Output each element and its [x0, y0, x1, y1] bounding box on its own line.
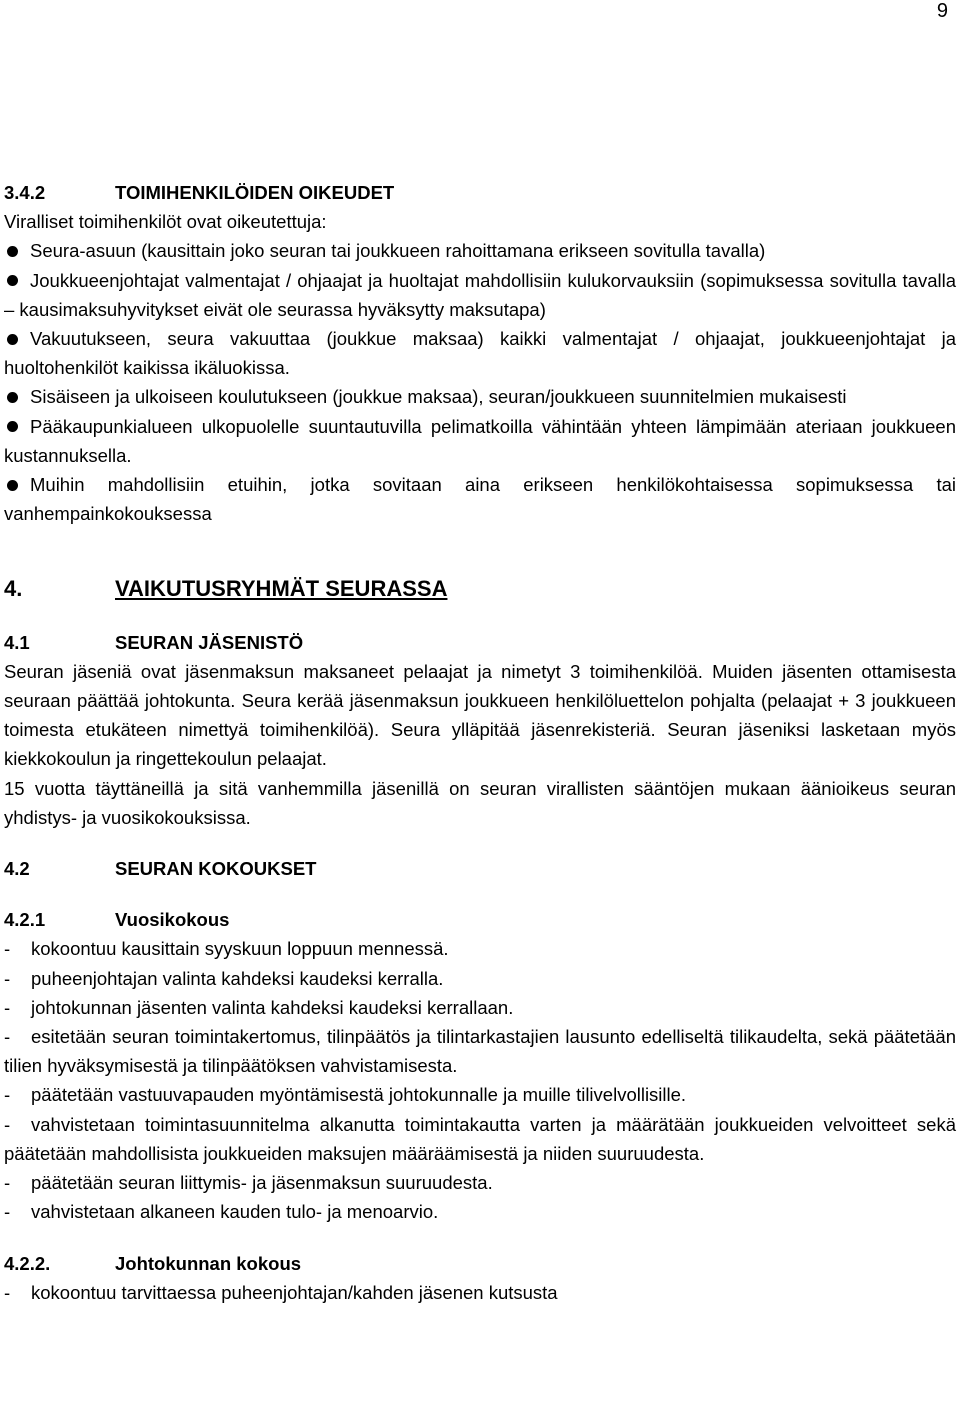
section-title: Vuosikokous: [115, 909, 230, 931]
section-4-1-heading: [4, 628, 956, 657]
list-item: Seura-asuun (kausittain joko seuran tai joukkueen rahoittamana erikseen sovitulla tavalla): [4, 236, 956, 265]
membership-paragraph: Seuran jäseniä ovat jäsenmaksun maksaneet pelaajat ja nimetyt 3 toimihenkilöä. Muiden jäsenten ottamisesta seuraan päättää johtokunta. Seura kerää jäsenmaksun joukkueen henkilöluettelon pohjalta (pelaajat + 3 joukkueen toimesta etukäteen nimettyä toimihenkilöä). Seura ylläpitää jäsenrekisteriä. Seuran jäseniksi lasketaan myös kiekkokoulun ja ringettekoulun pelaajat.: [4, 660, 956, 770]
list-item: - johtokunnan jäsenten valinta kahdeksi kaudeksi kerrallaan.: [4, 996, 514, 1018]
annual-meeting-list: [4, 934, 956, 1226]
section-title: VAIKUTUSRYHMÄT SEURASSA: [115, 576, 448, 602]
list-item: Muihin mahdollisiin etuihin, jotka sovitaan aina erikseen henkilökohtaisessa sopimuksessa tai vanhempainkokouksessa: [4, 474, 956, 525]
section-4-2-heading: [4, 854, 956, 883]
page-number: 9: [936, 0, 948, 22]
list-item: Pääkaupunkialueen ulkopuolelle suuntautuvilla pelimatkoilla vähintään yhteen lämpimään ateriaan joukkueen kustannuksella.: [4, 415, 956, 466]
section-4-2-2-heading: [4, 1249, 956, 1278]
section-4-2-1-heading: [4, 905, 956, 934]
document-body: [4, 178, 956, 1307]
list-item: - kokoontuu tarvittaessa puheenjohtajan/kahden jäsenen kutsusta: [4, 1281, 558, 1303]
list-item: - vahvistetaan alkaneen kauden tulo- ja menoarvio.: [4, 1201, 439, 1223]
bullet-icon: [7, 421, 18, 432]
section-title: TOIMIHENKILÖIDEN OIKEUDET: [115, 182, 395, 203]
bullet-icon: [7, 334, 18, 345]
board-meeting-list: [4, 1278, 956, 1307]
section-number: 4.2.2.: [4, 1252, 51, 1274]
bullet-icon: [7, 275, 18, 286]
section-number: 4.1: [4, 631, 30, 653]
list-item: - päätetään seuran liittymis- ja jäsenmaksun suuruudesta.: [4, 1172, 493, 1194]
list-item: Joukkueenjohtajat valmentajat / ohjaajat ja huoltajat mahdollisiin kulukorvauksiin (sopimuksessa sovitulla tavalla – kausimaksuhyvitykset eivät ole seurassa hyväksytty maksutapa): [4, 269, 956, 320]
section-3-4-2-heading: [4, 178, 956, 207]
list-item: Vakuutukseen, seura vakuuttaa (joukkue maksaa) kaikki valmentajat / ohjaajat, joukkueenjohtajat ja huoltohenkilöt kaikissa ikäluokissa.: [4, 328, 956, 379]
voting-rights-paragraph: 15 vuotta täyttäneillä ja sitä vanhemmilla jäsenillä on seuran virallisten sääntöjen mukaan äänioikeus seuran yhdistys- ja vuosikokouksissa.: [4, 777, 956, 828]
list-item: - esitetään seuran toimintakertomus, tilinpäätös ja tilintarkastajien lausunto edelliseltä tilikaudelta, sekä päätetään tilien hyväksymisestä ja tilinpäätöksen vahvistamisesta.: [4, 1026, 956, 1077]
list-item: Sisäiseen ja ulkoiseen koulutukseen (joukkue maksaa), seuran/joukkueen suunnitelmien mukaisesti: [4, 382, 956, 411]
section-number: 4.: [4, 576, 23, 602]
section-title: SEURAN JÄSENISTÖ: [115, 631, 304, 653]
list-item: - kokoontuu kausittain syyskuun loppuun mennessä.: [4, 938, 449, 960]
list-item: - puheenjohtajan valinta kahdeksi kaudeksi kerralla.: [4, 967, 444, 989]
list-item: - vahvistetaan toimintasuunnitelma alkanutta toimintakautta varten ja määrätään joukkueiden velvoitteet sekä päätetään mahdollisista joukkueiden maksujen määräämisestä ja niiden suuruudesta.: [4, 1113, 956, 1164]
section-number: 4.2: [4, 858, 30, 880]
bullet-icon: [7, 480, 18, 491]
section-title: SEURAN KOKOUKSET: [115, 858, 317, 880]
section-number: 4.2.1: [4, 909, 46, 931]
benefits-list: [4, 236, 956, 528]
section-intro: Viralliset toimihenkilöt ovat oikeutettuja:: [4, 211, 327, 233]
section-4-heading: [4, 574, 956, 603]
section-title: Johtokunnan kokous: [115, 1252, 302, 1274]
section-number: 3.4.2: [4, 182, 46, 203]
bullet-icon: [7, 392, 18, 403]
bullet-icon: [7, 246, 18, 257]
list-item: - päätetään vastuuvapauden myöntämisestä johtokunnalle ja muille tilivelvollisille.: [4, 1084, 687, 1106]
